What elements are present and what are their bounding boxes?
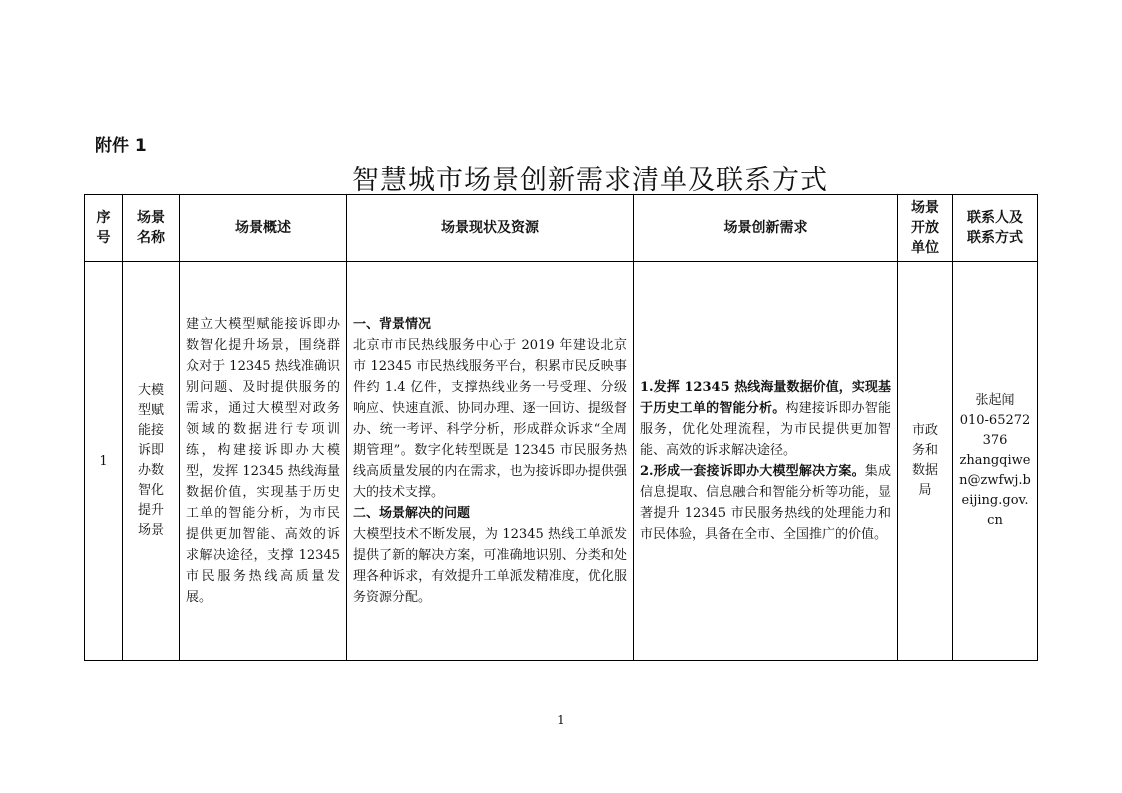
needs-paragraph-2: 集成信息提取、信息融合和智能分析等功能，显著提升 12345 市民服务热线的处理能力和市民体验，具备在全市、全国推广的价值。 xyxy=(640,464,891,542)
header-unit: 场景开放单位 xyxy=(898,195,953,262)
header-needs: 场景创新需求 xyxy=(634,195,898,262)
cell-needs xyxy=(634,262,898,661)
cell-status xyxy=(347,262,634,661)
cell-contact xyxy=(953,262,1038,661)
cell-overview: 建立大模型赋能接诉即办数智化提升场景，围绕群众对于 12345 热线准确识别问题、及时提供服务的需求，通过大模型对政务领域的数据进行专项训练，构建接诉即办大模型，发挥 12345 热线海量数据价值，实现基于历史工单的智能分析，为市民提供更加智能、高效的诉求解决途径，支撑 12345 市民服务热线高质量发展。 xyxy=(180,262,347,661)
needs-heading-2: 2.形成一套接诉即办大模型解决方案。 xyxy=(640,464,865,479)
cell-unit: 市政务和数据局 xyxy=(898,262,953,661)
status-paragraph-1: 北京市市民热线服务中心于 2019 年建设北京市 12345 市民热线服务平台，积累市民反映事件约 1.4 亿件，支撑热线业务一号受理、分级响应、快速直派、协同办理、逐一回访、提级督办、统一考评、科学分析，形成群众诉求“全周期管理”。数字化转型既是 12345 市民服务热线高质量发展的内在需求，也为接诉即办提供强大的技术支撑。 xyxy=(353,338,627,500)
status-heading-1: 一、背景情况 xyxy=(353,317,432,332)
contact-name: 张起闻 xyxy=(975,393,1015,408)
header-status: 场景现状及资源 xyxy=(347,195,634,262)
requirements-table xyxy=(84,194,1038,661)
needs-paragraph-1: 构建接诉即办智能服务，优化处理流程，为市民提供更加智能、高效的诉求解决途径。 xyxy=(640,401,891,458)
needs-heading-1: 1.发挥 12345 热线海量数据价值，实现基于历史工单的智能分析。 xyxy=(640,380,891,416)
document-title: 智慧城市场景创新需求清单及联系方式 xyxy=(352,165,828,196)
cell-index: 1 xyxy=(85,262,123,661)
status-paragraph-2: 大模型技术不断发展，为 12345 热线工单派发提供了新的解决方案，可准确地识别、分类和处理各种诉求，有效提升工单派发精准度，优化服务资源分配。 xyxy=(353,527,627,605)
table-header-row xyxy=(85,195,1038,262)
header-name: 场景名称 xyxy=(123,195,180,262)
table-row xyxy=(85,262,1038,661)
header-overview: 场景概述 xyxy=(180,195,347,262)
contact-email[interactable]: zhangqiwen@zwfwj.beijing.gov.cn xyxy=(959,453,1031,528)
page-number: 1 xyxy=(557,713,565,727)
contact-phone: 010-65272376 xyxy=(959,413,1031,448)
status-heading-2: 二、场景解决的问题 xyxy=(353,506,471,521)
cell-name: 大模型赋能接诉即办数智化提升场景 xyxy=(123,262,180,661)
attachment-label: 附件 1 xyxy=(95,136,147,156)
header-contact: 联系人及联系方式 xyxy=(953,195,1038,262)
header-index: 序号 xyxy=(85,195,123,262)
